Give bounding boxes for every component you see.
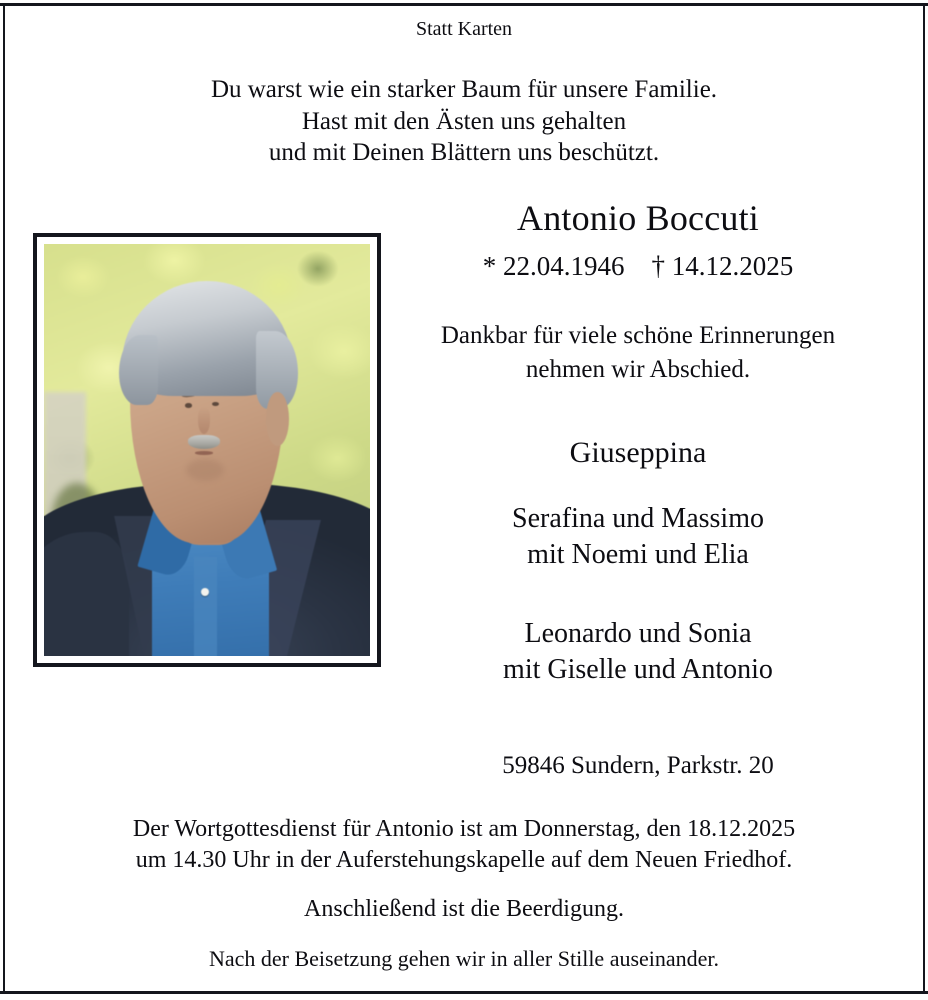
portrait-chin-shadow	[186, 459, 224, 481]
portrait-photo	[44, 244, 370, 656]
verse-line-3: und mit Deinen Blättern uns beschützt.	[268, 139, 660, 166]
mourner-primary: Serafina und Massimo	[512, 503, 764, 534]
farewell-line-1: Dankbar für viele schöne Erinnerungen	[440, 322, 836, 349]
mourner-group-3	[403, 616, 873, 688]
mourner-group-2	[403, 501, 873, 573]
mourner-group-1	[403, 434, 873, 472]
portrait-ear-right	[266, 392, 289, 446]
portrait-moustache	[188, 435, 220, 448]
verse-line-1: Du warst wie ein starker Baum für unsere Familie.	[210, 76, 718, 103]
heading-statt-karten: Statt Karten	[415, 18, 513, 40]
farewell-line-2: nehmen wir Abschied.	[525, 356, 751, 383]
portrait-nose	[198, 407, 210, 434]
portrait-shoulder-left	[44, 532, 129, 656]
mourner-primary: Giuseppina	[569, 436, 707, 469]
birth-date: 22.04.1946	[503, 251, 625, 281]
notice-content	[5, 6, 923, 991]
portrait-hair-left	[119, 335, 158, 405]
cross-symbol-icon: †	[651, 251, 665, 281]
closing-note: Nach der Beisetzung gehen wir in aller Stille auseinander.	[208, 946, 720, 971]
death-date: 14.12.2025	[671, 251, 794, 281]
farewell-text	[403, 319, 873, 387]
verse-line-2: Hast mit den Ästen uns gehalten	[301, 107, 627, 135]
portrait-frame	[33, 233, 381, 667]
portrait-shirt-placket	[194, 557, 217, 656]
mourner-secondary: mit Noemi und Elia	[527, 539, 749, 570]
service-line-1: Der Wortgottesdienst für Antonio ist am Donnerstag, den 18.12.2025	[132, 816, 796, 842]
birth-symbol-icon: *	[482, 251, 497, 281]
service-details	[5, 814, 923, 876]
portrait-eye-right	[212, 402, 220, 407]
service-line-2: um 14.30 Uhr in der Auferstehungskapelle auf dem Neuen Friedhof.	[135, 847, 793, 873]
portrait-eye-left	[185, 403, 193, 408]
mourner-primary: Leonardo und Sonia	[524, 618, 752, 649]
mourner-secondary: mit Giselle und Antonio	[503, 654, 773, 685]
deceased-name: Antonio Boccuti	[517, 198, 759, 238]
life-dates	[403, 249, 873, 283]
burial-note: Anschließend ist die Beerdigung.	[304, 896, 624, 922]
portrait-mouth	[195, 451, 213, 454]
memorial-verse	[5, 74, 923, 169]
family-address: 59846 Sundern, Parkstr. 20	[502, 752, 774, 779]
page-border-right	[923, 3, 925, 994]
page-border-bottom	[0, 991, 928, 994]
